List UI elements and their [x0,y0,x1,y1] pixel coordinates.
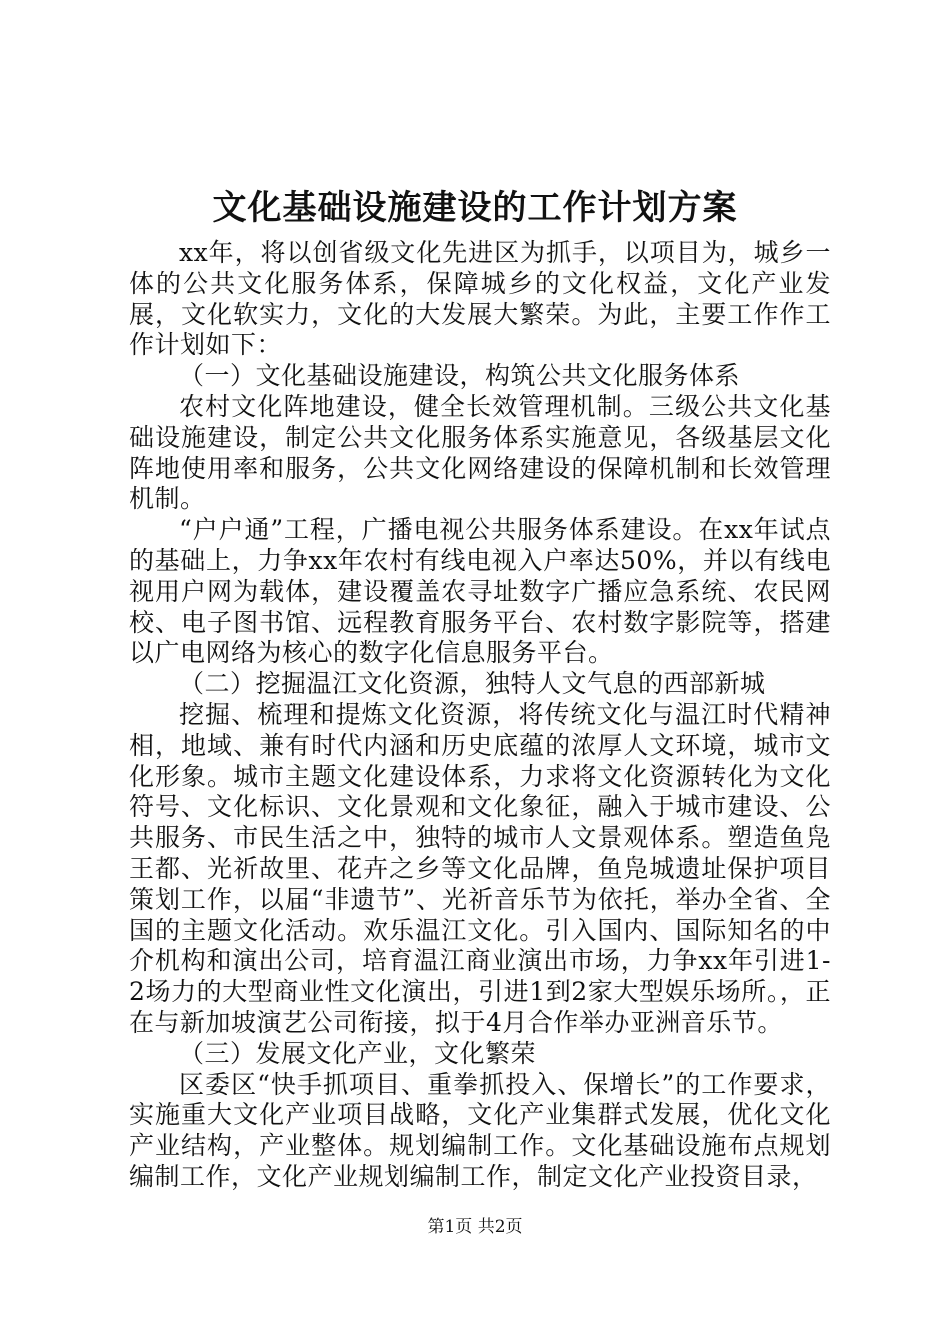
section-heading-1: （一）文化基础设施建设，构筑公共文化服务体系 [179,361,741,391]
paragraph-intro: xx年，将以创省级文化先进区为抓手，以项目为，城乡一体的公共文化服务体系，保障城乡的文化权益，文化产业发展，文化软实力，文化的大发展大繁荣。为此，主要工作作工作计划如下： [129,238,831,360]
document-body [129,238,831,1193]
section-heading-2: （二）挖掘温江文化资源，独特人文气息的西部新城 [179,669,766,699]
page-footer: 第1页 共2页 [427,1217,523,1237]
section-heading-3: （三）发展文化产业，文化繁荣 [179,1038,537,1068]
paragraph-culture-resources: 挖掘、梳理和提炼文化资源，将传统文化与温江时代精神相，地域、兼有时代内涵和历史底蕴的浓厚人文环境，城市文化形象。城市主题文化建设体系，力求将文化资源转化为文化符号、文化标识、文化景观和文化象征，融入于城市建设、公共服务、市民生活之中，独特的城市人文景观体系。塑造鱼凫王都、光祈故里、花卉之乡等文化品牌，鱼凫城遗址保护项目策划工作，以届“非遗节”、光祈音乐节为依托，举办全省、全国的主题文化活动。欢乐温江文化。引入国内、国际知名的中介机构和演出公司，培育温江商业演出市场，力争xx年引进1-2场力的大型商业性文化演出，引进1到2家大型娱乐场所。，正在与新加坡演艺公司衔接，拟于4月合作举办亚洲音乐节。 [129,699,831,1037]
paragraph-culture-industry: 区委区“快手抓项目、重拳抓投入、保增长”的工作要求，实施重大文化产业项目战略，文化产业集群式发展，优化文化产业结构，产业整体。规划编制工作。文化基础设施布点规划编制工作，文化产业规划编制工作，制定文化产业投资目录， [129,1069,831,1191]
paragraph-rural-culture: 农村文化阵地建设，健全长效管理机制。三级公共文化基础设施建设，制定公共文化服务体系实施意见，各级基层文化阵地使用率和服务，公共文化网络建设的保障机制和长效管理机制。 [129,391,831,514]
paragraph-broadcast: “户户通”工程，广播电视公共服务体系建设。在xx年试点的基础上，力争xx年农村有线电视入户率达50%，并以有线电视用户网为载体，建设覆盖农寻址数字广播应急系统、农民网校、电子图书馆、远程教育服务平台、农村数字影院等，搭建以广电网络为核心的数字化信息服务平台。 [129,515,831,668]
document-title: 文化基础设施建设的工作计划方案 [212,188,738,228]
